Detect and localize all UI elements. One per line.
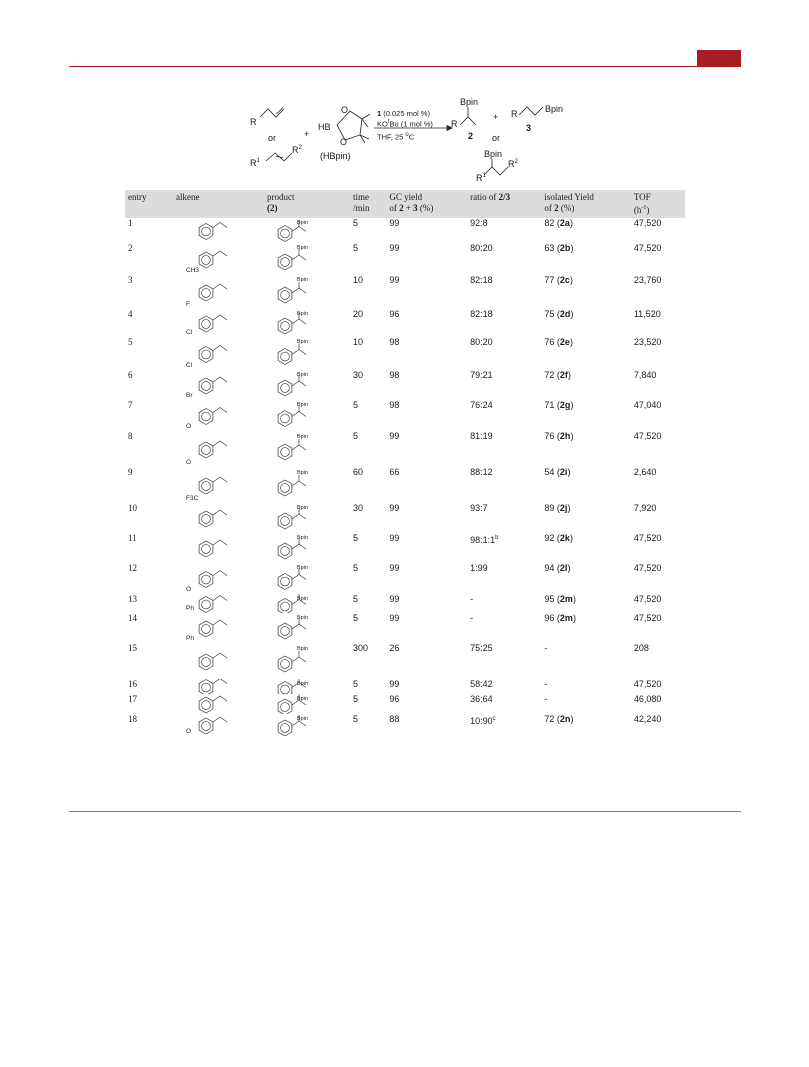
cell-product-structure — [264, 337, 350, 370]
svg-text:Bpin: Bpin — [297, 372, 309, 378]
svg-text:O: O — [186, 728, 192, 735]
cell-tof: 7,920 — [633, 503, 657, 513]
cell-time: 30 — [353, 370, 364, 380]
cell-alkene-structure — [173, 679, 264, 694]
cell-tof: 11,520 — [633, 309, 661, 319]
svg-text:Bpin: Bpin — [297, 311, 309, 317]
cell-alkene-structure — [173, 400, 264, 431]
table-row — [125, 714, 685, 736]
cell-tof: 47,520 — [633, 679, 662, 689]
cell-tof: 7,840 — [633, 370, 657, 380]
compound-code: 2e — [559, 337, 570, 347]
cell-ratio: 10:90$^c$ — [470, 716, 496, 726]
svg-text:Cl: Cl — [186, 362, 193, 369]
table-body — [125, 218, 685, 736]
svg-text:Ph: Ph — [186, 635, 194, 642]
compound-code: 2i — [559, 467, 568, 477]
cell-product-structure — [264, 694, 350, 714]
header-accent-tab — [697, 50, 741, 66]
svg-text:O: O — [186, 586, 192, 593]
table-row — [125, 643, 685, 679]
cell-entry: 17 — [128, 694, 137, 704]
cell-tof: 47,520 — [633, 613, 662, 623]
svg-text:Bpin: Bpin — [297, 402, 309, 408]
table-row — [125, 400, 685, 431]
scheme-plus: + — [304, 129, 310, 139]
compound-code: 2b — [559, 243, 571, 253]
cell-isolated-yield: 63 (2b) — [544, 243, 574, 253]
svg-text:F: F — [186, 301, 190, 308]
cell-product-structure — [264, 643, 350, 679]
cell-entry: 15 — [128, 643, 137, 653]
ratio-footnote: c — [492, 716, 496, 722]
cell-ratio: 98:1:1$^b$ — [470, 535, 499, 545]
scheme-bottom-bpin: Bpin — [484, 149, 503, 159]
cell-product-structure — [264, 563, 350, 594]
cell-time: 20 — [353, 309, 364, 319]
cell-gc-yield: 99 — [389, 243, 400, 253]
cell-tof: 47,040 — [633, 400, 662, 410]
cell-ratio: 82:18 — [470, 275, 493, 285]
cell-alkene-structure — [173, 370, 264, 400]
cell-entry: 18 — [128, 714, 137, 724]
cell-entry: 4 — [128, 309, 133, 319]
cell-isolated-yield: 76 (2h) — [544, 431, 574, 441]
header-entry: entry — [125, 190, 173, 218]
cell-product-structure — [264, 275, 350, 309]
scheme-r2: $R^2$ — [292, 145, 302, 155]
scheme-hbpin-label: (HBpin) — [320, 151, 351, 161]
cell-alkene-structure — [173, 563, 264, 594]
svg-text:Bpin: Bpin — [297, 565, 309, 571]
scheme-or-2: or — [492, 133, 501, 143]
cell-ratio: 82:18 — [470, 309, 493, 319]
cell-gc-yield: 96 — [389, 694, 400, 704]
footer-rule — [69, 811, 741, 812]
cell-isolated-yield: 92 (2k) — [544, 533, 573, 543]
cell-product-structure — [264, 218, 350, 243]
scheme-label-3: 3 — [526, 123, 532, 133]
header-time: time /min — [350, 190, 386, 218]
cell-alkene-structure — [173, 218, 264, 243]
scheme-o-bottom: O — [340, 137, 348, 147]
cell-isolated-yield: 96 (2m) — [544, 613, 576, 623]
cell-entry: 13 — [128, 594, 137, 604]
cell-product-structure — [264, 431, 350, 467]
cell-time: 5 — [353, 714, 359, 724]
svg-text:Bpin: Bpin — [297, 277, 309, 283]
scheme-hb: HB — [318, 122, 331, 132]
cell-product-structure — [264, 467, 350, 503]
cell-tof: 47,520 — [633, 533, 662, 543]
cell-product-structure — [264, 679, 350, 694]
cell-entry: 10 — [128, 503, 137, 513]
scheme-bottom-r2: $R^2$ — [508, 159, 518, 169]
cell-gc-yield: 99 — [389, 533, 400, 543]
cell-gc-yield: 99 — [389, 503, 400, 513]
cell-alkene-structure — [173, 243, 264, 275]
cell-entry: 9 — [128, 467, 133, 477]
cell-isolated-yield: 76 (2e) — [544, 337, 573, 347]
header-gc-yield: GC yield of 2 + 3 (%) — [386, 190, 467, 218]
svg-text:Bpin: Bpin — [297, 434, 309, 440]
compound-code: 2m — [559, 594, 573, 604]
cell-ratio: 80:20 — [470, 243, 493, 253]
cell-entry: 7 — [128, 400, 133, 410]
cell-entry: 11 — [128, 533, 137, 543]
svg-text:Bpin: Bpin — [297, 716, 309, 722]
cell-product-structure — [264, 243, 350, 275]
cell-isolated-yield: 75 (2d) — [544, 309, 574, 319]
cell-product-structure — [264, 370, 350, 400]
svg-text:Bpin: Bpin — [297, 696, 309, 702]
cell-alkene-structure — [173, 694, 264, 714]
header-tof: TOF $(h^{-1})$ — [631, 190, 685, 218]
svg-text:O: O — [186, 459, 192, 466]
cell-tof: 47,520 — [633, 243, 662, 253]
cell-ratio: 1:99 — [470, 563, 488, 573]
cell-gc-yield: 98 — [389, 337, 400, 347]
cell-isolated-yield: 95 (2m) — [544, 594, 576, 604]
compound-code: 2n — [559, 714, 571, 724]
svg-text:Bpin: Bpin — [297, 505, 309, 511]
scheme-plus-2: + — [493, 112, 499, 122]
ratio-footnote: b — [495, 535, 499, 541]
cell-time: 5 — [353, 694, 359, 704]
svg-text:Bpin: Bpin — [297, 220, 309, 226]
table-row — [125, 218, 685, 243]
scheme-o-top: O — [341, 105, 349, 115]
table-row — [125, 243, 685, 275]
svg-text:O: O — [186, 423, 192, 430]
svg-text:Bpin: Bpin — [297, 245, 309, 251]
table-row — [125, 467, 685, 503]
cell-alkene-structure — [173, 594, 264, 613]
compound-code: 2a — [559, 218, 570, 228]
cell-gc-yield: 99 — [389, 563, 400, 573]
cell-gc-yield: 99 — [389, 679, 400, 689]
cell-entry: 14 — [128, 613, 137, 623]
results-table — [125, 190, 685, 736]
cell-ratio: - — [470, 613, 474, 623]
cell-gc-yield: 98 — [389, 400, 400, 410]
header-isolated-yield: isolated Yield of 2 (%) — [541, 190, 630, 218]
cell-tof: 2,640 — [633, 467, 657, 477]
compound-code: 2j — [559, 503, 568, 513]
cell-entry: 6 — [128, 370, 133, 380]
cell-time: 30 — [353, 503, 364, 513]
cell-alkene-structure — [173, 533, 264, 563]
scheme-reactant-r: R — [250, 117, 257, 127]
cell-ratio: 75:25 — [470, 643, 493, 653]
cell-ratio: 92:8 — [470, 218, 488, 228]
cell-alkene-structure — [173, 431, 264, 467]
header-alkene: alkene — [173, 190, 264, 218]
cell-time: 5 — [353, 431, 359, 441]
cell-time: 5 — [353, 594, 359, 604]
table-row — [125, 563, 685, 594]
compound-code: 2k — [559, 533, 570, 543]
cell-tof: 47,520 — [633, 431, 662, 441]
header-ratio: ratio of 2/3 — [467, 190, 541, 218]
table-row — [125, 370, 685, 400]
cell-alkene-structure — [173, 337, 264, 370]
compound-code: 2m — [559, 613, 573, 623]
cell-isolated-yield: - — [544, 679, 548, 689]
cell-ratio: 80:20 — [470, 337, 493, 347]
scheme-product3-r: R — [511, 109, 518, 119]
cell-gc-yield: 99 — [389, 275, 400, 285]
table-row — [125, 431, 685, 467]
cell-time: 5 — [353, 243, 359, 253]
cell-isolated-yield: 72 (2f) — [544, 370, 571, 380]
svg-text:Bpin: Bpin — [297, 681, 309, 687]
compound-code: 2f — [559, 370, 568, 380]
svg-text:F3C: F3C — [186, 495, 199, 502]
cell-entry: 5 — [128, 337, 133, 347]
cell-product-structure — [264, 613, 350, 643]
svg-text:Bpin: Bpin — [297, 339, 309, 345]
table-header — [125, 190, 685, 218]
cell-entry: 12 — [128, 563, 137, 573]
header-product: product (2) — [264, 190, 350, 218]
reaction-scheme — [240, 95, 580, 190]
cell-isolated-yield: - — [544, 694, 548, 704]
cell-gc-yield: 99 — [389, 431, 400, 441]
cell-time: 5 — [353, 613, 359, 623]
table-row — [125, 275, 685, 309]
cell-time: 5 — [353, 533, 359, 543]
cell-entry: 3 — [128, 275, 133, 285]
cell-isolated-yield: 77 (2c) — [544, 275, 573, 285]
scheme-or: or — [268, 133, 277, 143]
cell-ratio: 81:19 — [470, 431, 493, 441]
svg-text:Bpin: Bpin — [297, 535, 309, 541]
cell-alkene-structure — [173, 613, 264, 643]
cell-ratio: - — [470, 594, 474, 604]
cell-time: 300 — [353, 643, 369, 653]
cell-tof: 47,520 — [633, 594, 662, 604]
cell-tof: 47,520 — [633, 218, 662, 228]
compound-code: 2h — [559, 431, 571, 441]
cell-tof: 208 — [633, 643, 649, 653]
cell-time: 10 — [353, 337, 364, 347]
cell-ratio: 58:42 — [470, 679, 493, 689]
cell-product-structure — [264, 309, 350, 337]
cell-isolated-yield: 89 (2j) — [544, 503, 571, 513]
header-rule — [69, 66, 741, 67]
cell-gc-yield: 99 — [389, 594, 400, 604]
svg-text:Bpin: Bpin — [297, 615, 309, 621]
cell-alkene-structure — [173, 714, 264, 736]
cell-tof: 46,080 — [633, 694, 662, 704]
svg-text:Bpin: Bpin — [297, 646, 309, 652]
cell-ratio: 79:21 — [470, 370, 493, 380]
svg-text:CH3: CH3 — [186, 267, 200, 274]
cell-alkene-structure — [173, 309, 264, 337]
scheme-condition-catalyst: 1 (0.025 mol %) — [377, 109, 430, 118]
scheme-product2-bpin: Bpin — [460, 97, 479, 107]
cell-ratio: 76:24 — [470, 400, 493, 410]
table-row — [125, 594, 685, 613]
cell-product-structure — [264, 400, 350, 431]
cell-isolated-yield: 54 (2i) — [544, 467, 571, 477]
compound-code: 2d — [559, 309, 571, 319]
cell-tof: 23,760 — [633, 275, 662, 285]
cell-alkene-structure — [173, 643, 264, 679]
cell-entry: 1 — [128, 218, 133, 228]
cell-isolated-yield: 71 (2g) — [544, 400, 574, 410]
compound-code: 2g — [559, 400, 571, 410]
svg-text:Cl: Cl — [186, 329, 193, 336]
compound-code: 2c — [559, 275, 570, 285]
cell-ratio: 88:12 — [470, 467, 493, 477]
cell-product-structure — [264, 533, 350, 563]
table-row — [125, 533, 685, 563]
cell-entry: 2 — [128, 243, 133, 253]
cell-ratio: 36:64 — [470, 694, 493, 704]
cell-gc-yield: 96 — [389, 309, 400, 319]
cell-tof: 47,520 — [633, 563, 662, 573]
cell-entry: 16 — [128, 679, 137, 689]
cell-gc-yield: 99 — [389, 613, 400, 623]
scheme-condition-base: $KO^tBu$ (1 mol %) — [377, 119, 433, 129]
svg-text:Br: Br — [186, 392, 193, 399]
cell-gc-yield: 26 — [389, 643, 400, 653]
cell-entry: 8 — [128, 431, 133, 441]
cell-product-structure — [264, 594, 350, 613]
table-row — [125, 694, 685, 714]
table-row — [125, 679, 685, 694]
cell-time: 60 — [353, 467, 364, 477]
cell-isolated-yield: - — [544, 643, 548, 653]
cell-product-structure — [264, 503, 350, 533]
table-row — [125, 337, 685, 370]
scheme-condition-solvent: THF, 25 $^o$C — [377, 132, 415, 142]
cell-time: 5 — [353, 679, 359, 689]
cell-gc-yield: 88 — [389, 714, 400, 724]
cell-ratio: 93:7 — [470, 503, 488, 513]
svg-text:Bpin: Bpin — [297, 470, 309, 476]
cell-gc-yield: 98 — [389, 370, 400, 380]
cell-gc-yield: 66 — [389, 467, 400, 477]
scheme-bottom-r1: $R^1$ — [476, 173, 486, 183]
svg-text:Ph: Ph — [186, 605, 194, 612]
cell-gc-yield: 99 — [389, 218, 400, 228]
scheme-product2-r: R — [451, 119, 458, 129]
compound-code: 2l — [559, 563, 568, 573]
scheme-product3-bpin: Bpin — [545, 104, 564, 114]
cell-time: 10 — [353, 275, 364, 285]
table-row — [125, 503, 685, 533]
cell-tof: 42,240 — [633, 714, 662, 724]
table-row — [125, 309, 685, 337]
scheme-label-2: 2 — [468, 131, 474, 141]
scheme-r1: $R^1$ — [250, 158, 260, 168]
cell-time: 5 — [353, 400, 359, 410]
table-row — [125, 613, 685, 643]
cell-product-structure — [264, 714, 350, 736]
cell-alkene-structure — [173, 275, 264, 309]
cell-alkene-structure — [173, 467, 264, 503]
cell-alkene-structure — [173, 503, 264, 533]
cell-isolated-yield: 94 (2l) — [544, 563, 571, 573]
cell-isolated-yield: 72 (2n) — [544, 714, 574, 724]
svg-text:Bpin: Bpin — [297, 596, 309, 602]
cell-time: 5 — [353, 218, 359, 228]
cell-isolated-yield: 82 (2a) — [544, 218, 573, 228]
cell-tof: 23,520 — [633, 337, 662, 347]
cell-time: 5 — [353, 563, 359, 573]
